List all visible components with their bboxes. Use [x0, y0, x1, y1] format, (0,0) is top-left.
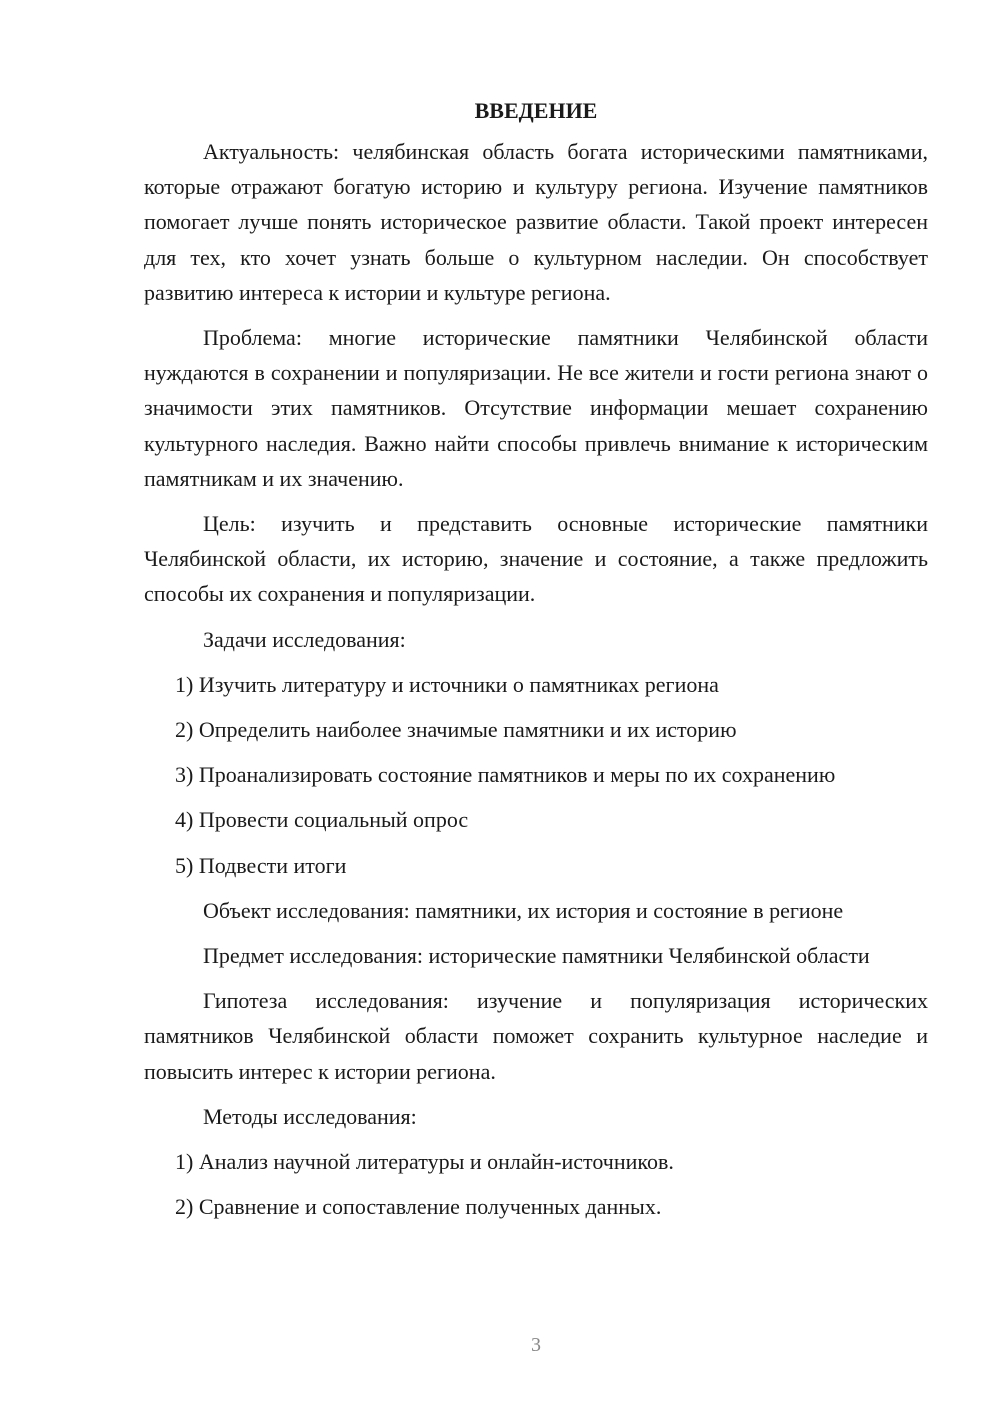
hypothesis-paragraph: Гипотеза исследования: изучение и популяризация исторических памятников Челябинской области поможет сохранить культурное наследие и повысить интерес к истории региона. — [144, 988, 928, 1084]
list-item: 2) Определить наиболее значимые памятники и их историю — [175, 717, 737, 743]
methods-list — [144, 1144, 928, 1224]
relevance-paragraph: Актуальность: челябинская область богата историческими памятниками, которые отражают богатую историю и культуру региона. Изучение памятников помогает лучше понять историческое развитие области. Такой проект интересен для тех, кто хочет узнать больше о культурном наследии. Он способствует развитию интереса к истории и культуре региона. — [144, 139, 928, 305]
document-page — [144, 96, 928, 1234]
list-item: 3) Проанализировать состояние памятников и меры по их сохранению — [175, 762, 836, 788]
tasks-list — [144, 667, 928, 883]
problem-paragraph: Проблема: многие исторические памятники Челябинской области нуждаются в сохранении и популяризации. Не все жители и гости региона знают о значимости этих памятников. Отсутствие информации мешает сохранению культурного наследия. Важно найти способы привлечь внимание к историческим памятникам и их значению. — [144, 325, 928, 491]
page-number: 3 — [531, 1334, 541, 1356]
object-paragraph: Объект исследования: памятники, их история и состояние в регионе — [203, 897, 844, 923]
section-heading: ВВЕДЕНИЕ — [474, 98, 598, 123]
list-item: 5) Подвести итоги — [175, 852, 347, 878]
list-item: 2) Сравнение и сопоставление полученных данных. — [175, 1194, 662, 1220]
subject-paragraph: Предмет исследования: исторические памятники Челябинской области — [203, 943, 870, 969]
list-item: 1) Изучить литературу и источники о памятниках региона — [175, 671, 719, 697]
goal-paragraph: Цель: изучить и представить основные исторические памятники Челябинской области, их историю, значение и состояние, а также предложить способы их сохранения и популяризации. — [144, 511, 928, 607]
methods-title: Методы исследования: — [203, 1103, 417, 1129]
tasks-title: Задачи исследования: — [203, 626, 406, 652]
list-item: 1) Анализ научной литературы и онлайн-источников. — [175, 1149, 674, 1175]
list-item: 4) Провести социальный опрос — [175, 807, 469, 833]
